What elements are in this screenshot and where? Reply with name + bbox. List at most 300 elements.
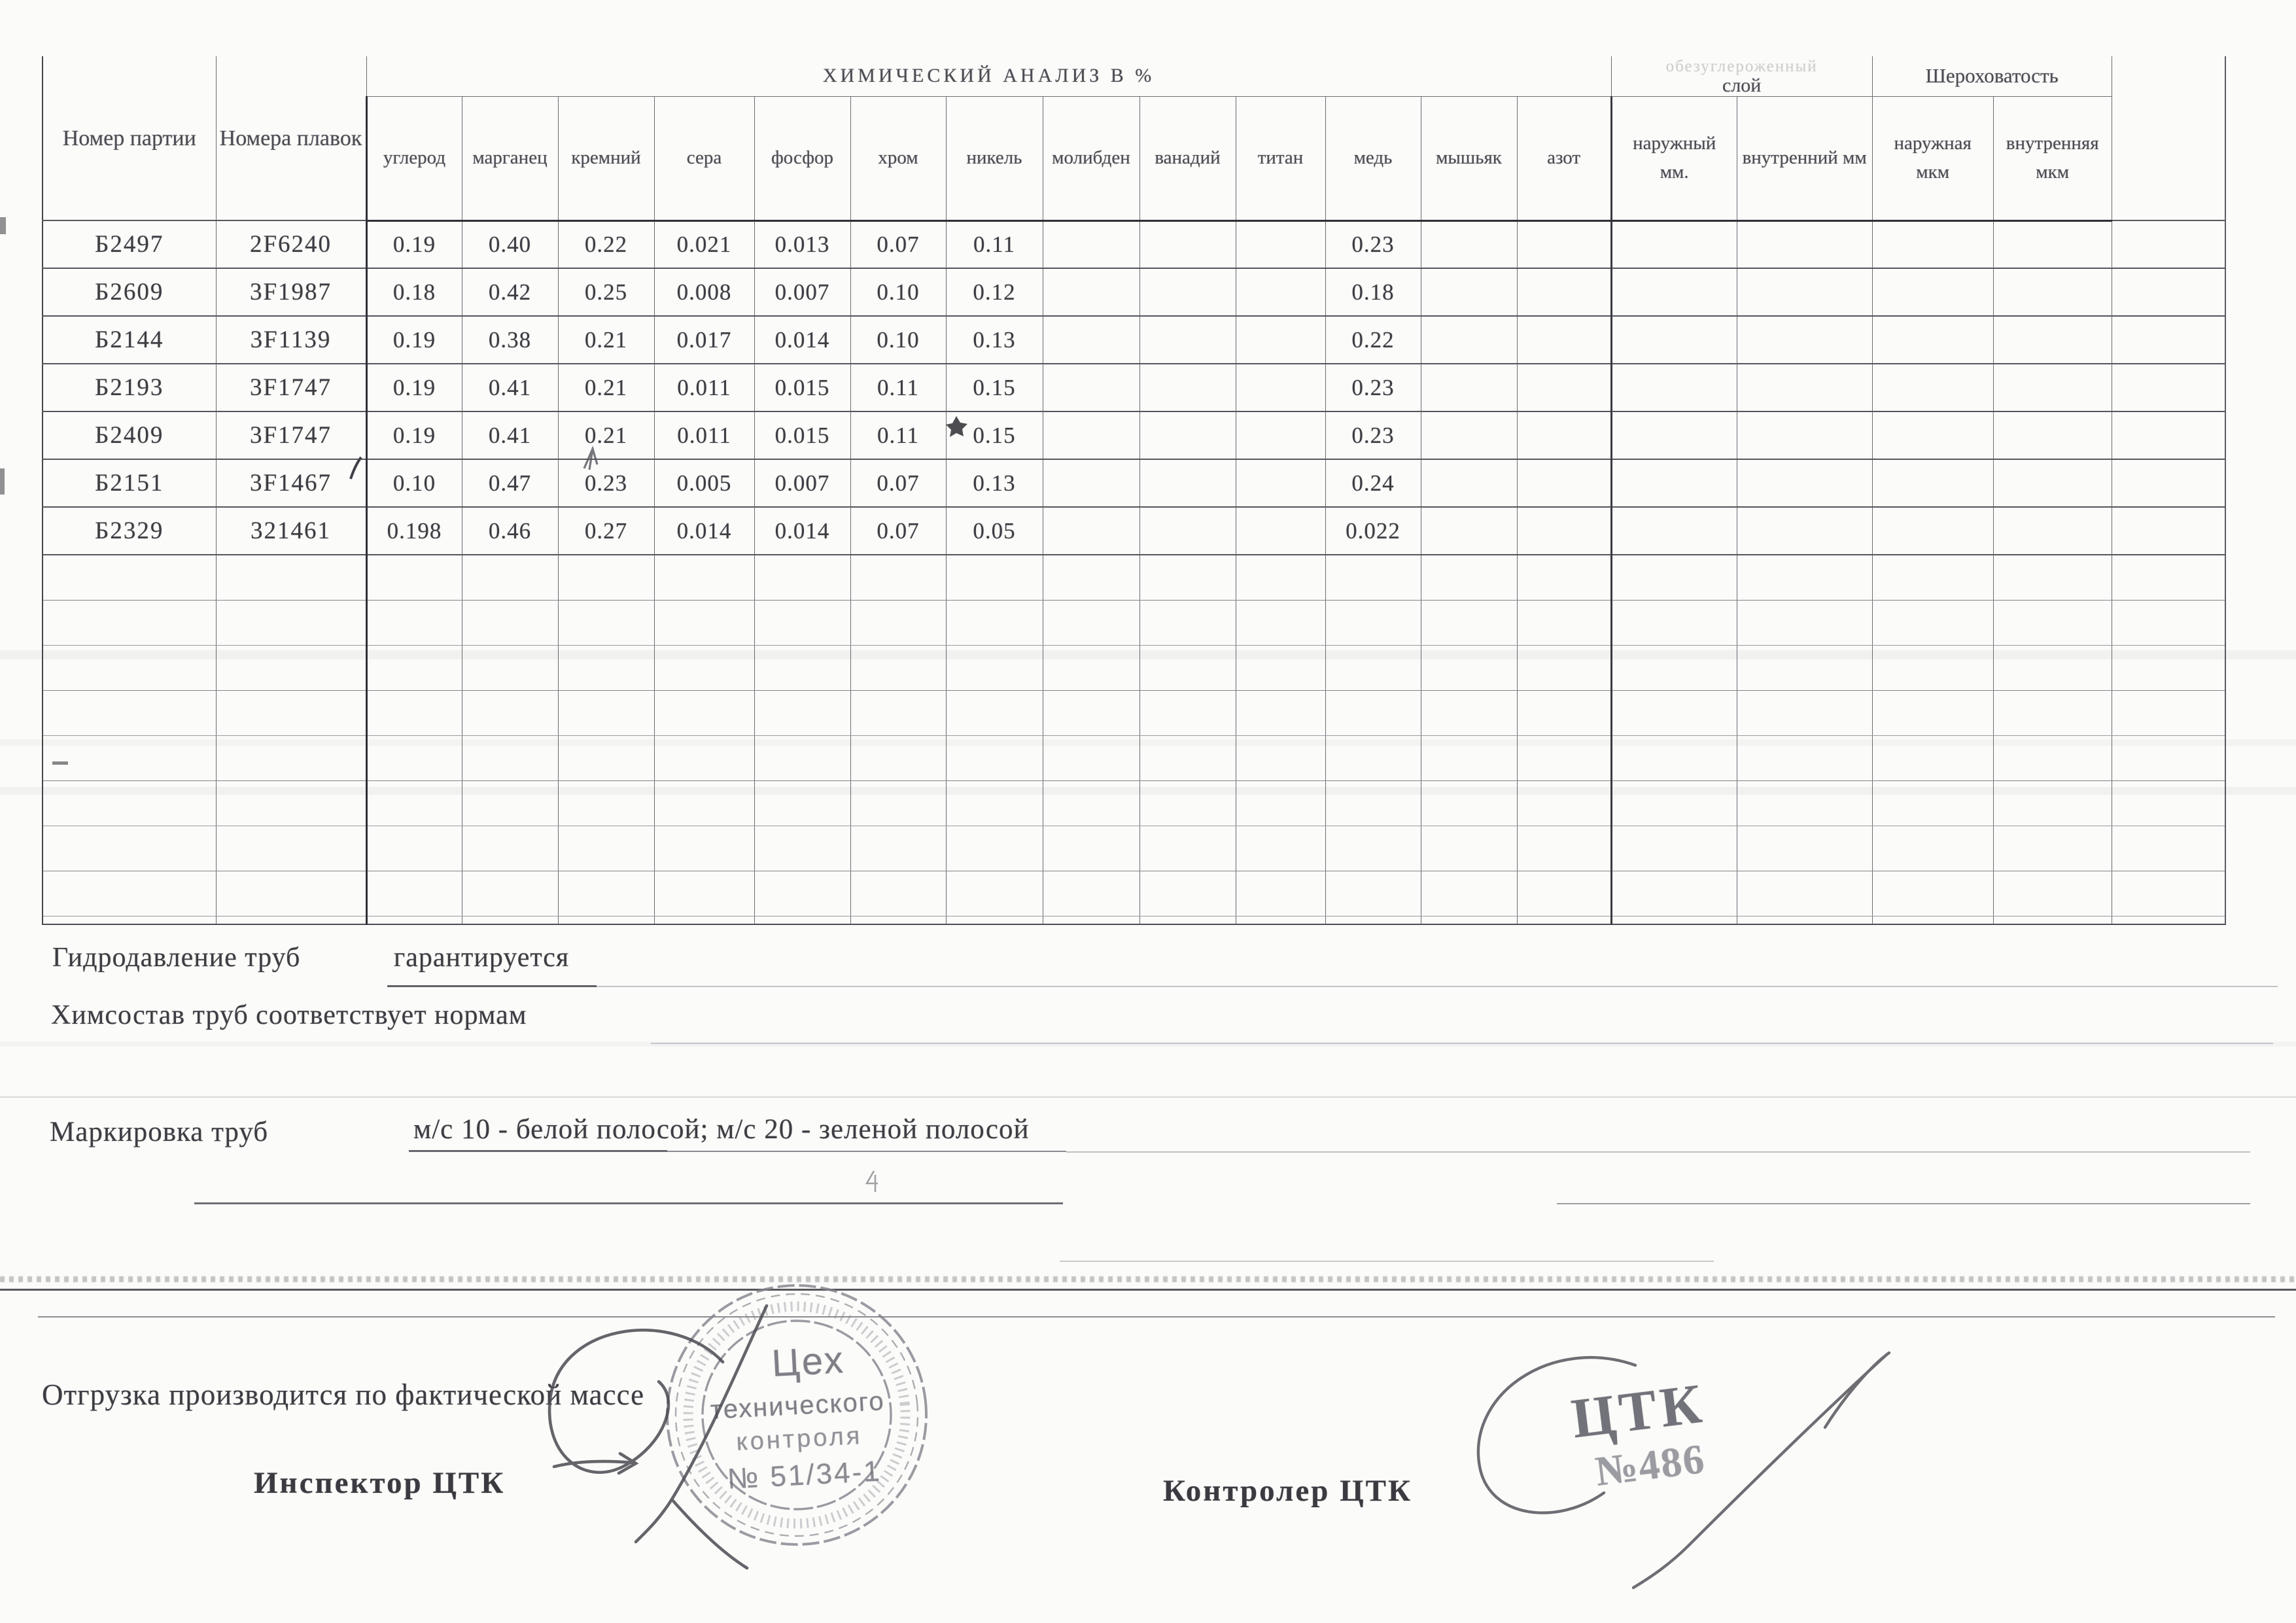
- table-cell: [1517, 871, 1611, 916]
- table-cell: 3F1747: [216, 364, 366, 411]
- table-cell: [1737, 735, 1872, 780]
- empty-table-row: [43, 645, 2225, 690]
- table-cell: 0.007: [754, 459, 850, 507]
- table-cell: [754, 690, 850, 735]
- empty-table-row: [43, 735, 2225, 780]
- underline-faint: [597, 986, 2278, 987]
- table-cell: Б2329: [43, 507, 216, 555]
- table-cell: [1325, 780, 1421, 826]
- table-cell: [1872, 826, 1993, 871]
- table-cell: [946, 555, 1043, 600]
- table-cell: [754, 871, 850, 916]
- table-cell: [1421, 507, 1517, 555]
- table-cell: 0.42: [462, 268, 558, 316]
- table-cell: [654, 645, 754, 690]
- table-cell: 0.23: [1325, 364, 1421, 411]
- table-cell: [754, 735, 850, 780]
- col-header-copper: медь: [1325, 96, 1421, 220]
- table-cell: [1325, 690, 1421, 735]
- table-cell: [558, 690, 654, 735]
- table-cell: [1872, 735, 1993, 780]
- table-cell: 0.10: [850, 268, 946, 316]
- table-cell: [1737, 316, 1872, 364]
- table-cell: [2112, 916, 2225, 924]
- table-cell: [1043, 690, 1139, 735]
- table-cell: [216, 871, 366, 916]
- table-cell: [850, 826, 946, 871]
- table-cell: [1872, 600, 1993, 645]
- group-header-layer-word: слой: [1722, 74, 1762, 96]
- table-cell: [1517, 220, 1611, 268]
- table-cell: 0.07: [850, 220, 946, 268]
- table-row: [43, 316, 2225, 364]
- table-cell: [2112, 555, 2225, 600]
- table-cell: [1872, 871, 1993, 916]
- table-cell: 0.10: [850, 316, 946, 364]
- table-cell: [1139, 735, 1236, 780]
- table-cell: [1737, 220, 1872, 268]
- table-cell: 0.07: [850, 507, 946, 555]
- table-cell: 0.27: [558, 507, 654, 555]
- table-cell: [462, 600, 558, 645]
- stamp-text-control: контроля: [735, 1422, 863, 1456]
- table-cell: [1872, 555, 1993, 600]
- table-cell: 0.008: [654, 268, 754, 316]
- table-cell: [754, 916, 850, 924]
- table-cell: [1421, 780, 1517, 826]
- table-cell: [462, 690, 558, 735]
- table-cell: [850, 690, 946, 735]
- table-cell: [1236, 916, 1325, 924]
- marking-value: м/с 10 - белой полосой; м/с 20 - зеленой полосой: [413, 1114, 1030, 1145]
- table-cell: [946, 871, 1043, 916]
- table-cell: [1043, 735, 1139, 780]
- table-cell: [1611, 871, 1737, 916]
- table-cell: [1236, 690, 1325, 735]
- table-cell: [462, 555, 558, 600]
- table-cell: [946, 916, 1043, 924]
- table-cell: [1236, 555, 1325, 600]
- table-cell: 0.40: [462, 220, 558, 268]
- table-cell: [216, 555, 366, 600]
- table-cell: 0.19: [366, 411, 462, 459]
- table-cell: [2112, 600, 2225, 645]
- table-cell: [366, 780, 462, 826]
- table-cell: [1236, 871, 1325, 916]
- table-cell: [1993, 600, 2112, 645]
- table-header: [43, 56, 2225, 220]
- table-cell: [462, 826, 558, 871]
- table-cell: 0.19: [366, 316, 462, 364]
- table-cell: [1139, 364, 1236, 411]
- table-cell: [1139, 268, 1236, 316]
- table-cell: [366, 735, 462, 780]
- chem-composition-note: Химсостав труб соответствует нормам: [51, 1000, 527, 1030]
- table-cell: [1421, 268, 1517, 316]
- table-cell: [1737, 916, 1872, 924]
- table-cell: [1611, 645, 1737, 690]
- table-cell: [2112, 871, 2225, 916]
- table-cell: [754, 555, 850, 600]
- col-header-vanadium: ванадий: [1139, 96, 1236, 220]
- col-header-nickel: никель: [946, 96, 1043, 220]
- table-cell: [1517, 780, 1611, 826]
- group-header-decarburized-layer: [1611, 56, 1872, 96]
- signature-stroke: [1478, 1357, 1635, 1512]
- table-cell: [1993, 316, 2112, 364]
- table-cell: [1517, 826, 1611, 871]
- signature-stroke: [672, 1499, 747, 1568]
- underline-faint: [1066, 1151, 2250, 1153]
- table-cell: [43, 690, 216, 735]
- table-cell: [1421, 459, 1517, 507]
- table-cell: [1993, 268, 2112, 316]
- table-cell: [1611, 600, 1737, 645]
- table-row: [43, 459, 2225, 507]
- table-cell: [1737, 507, 1872, 555]
- table-cell: [1517, 364, 1611, 411]
- empty-table-row: [43, 600, 2225, 645]
- table-cell: [1043, 364, 1139, 411]
- table-cell: 0.05: [946, 507, 1043, 555]
- table-cell: [1611, 690, 1737, 735]
- table-cell: 0.10: [366, 459, 462, 507]
- signature-stroke: [636, 1306, 767, 1542]
- table-cell: [654, 871, 754, 916]
- hydro-pressure-value: гарантируется: [394, 943, 570, 973]
- table-cell: [850, 780, 946, 826]
- col-header-batch-number: Номер партии: [43, 56, 216, 220]
- table-cell: [1325, 916, 1421, 924]
- table-cell: [1139, 507, 1236, 555]
- table-cell: 0.23: [1325, 220, 1421, 268]
- table-cell: 0.07: [850, 459, 946, 507]
- table-cell: [1611, 459, 1737, 507]
- table-cell: [850, 600, 946, 645]
- table-cell: [1611, 507, 1737, 555]
- table-cell: 0.014: [654, 507, 754, 555]
- controller-label: Контролер ЦТК: [1163, 1474, 1413, 1508]
- table-cell: [366, 826, 462, 871]
- table-cell: [654, 690, 754, 735]
- table-cell: [1737, 690, 1872, 735]
- table-cell: 3F1987: [216, 268, 366, 316]
- stamp-text-number: № 51/34-1: [726, 1455, 882, 1495]
- table-cell: [1043, 871, 1139, 916]
- rule: [38, 1316, 2275, 1318]
- col-header-titanium: титан: [1236, 96, 1325, 220]
- table-cell: [1139, 780, 1236, 826]
- rule-segment: [194, 1202, 1063, 1204]
- table-row: [43, 507, 2225, 555]
- table-cell: [1325, 735, 1421, 780]
- table-cell: [1993, 916, 2112, 924]
- table-cell: 0.24: [1325, 459, 1421, 507]
- table-cell: [1043, 916, 1139, 924]
- table-cell: [1325, 871, 1421, 916]
- table-cell: [1325, 645, 1421, 690]
- table-cell: Б2409: [43, 411, 216, 459]
- table-cell: [754, 780, 850, 826]
- col-header-molybdenum: молибден: [1043, 96, 1139, 220]
- table-row: [43, 411, 2225, 459]
- table-cell: [366, 916, 462, 924]
- underline: [387, 985, 597, 987]
- table-cell: [2112, 826, 2225, 871]
- table-cell: 0.23: [1325, 411, 1421, 459]
- rule-faint: [1060, 1261, 1714, 1262]
- table-cell: [1139, 916, 1236, 924]
- table-cell: [2112, 364, 2225, 411]
- table-cell: [1236, 459, 1325, 507]
- chemical-analysis-table: [42, 56, 2226, 925]
- table-cell: [1236, 220, 1325, 268]
- table-cell: [850, 871, 946, 916]
- col-header-blank: [2112, 56, 2225, 220]
- signature-stroke: [1633, 1354, 1887, 1588]
- table-cell: [43, 555, 216, 600]
- table-cell: 0.25: [558, 268, 654, 316]
- table-cell: [1993, 735, 2112, 780]
- table-cell: [1737, 364, 1872, 411]
- table-cell: [2112, 268, 2225, 316]
- table-cell: [1993, 459, 2112, 507]
- table-cell: [1993, 364, 2112, 411]
- table-cell: [1421, 690, 1517, 735]
- table-cell: [1517, 268, 1611, 316]
- table-cell: 0.014: [754, 316, 850, 364]
- table-cell: [43, 645, 216, 690]
- table-cell: 0.38: [462, 316, 558, 364]
- table-cell: 0.11: [850, 364, 946, 411]
- table-cell: [1236, 268, 1325, 316]
- table-cell: 0.19: [366, 364, 462, 411]
- table-cell: 3F1139: [216, 316, 366, 364]
- table-cell: [1043, 459, 1139, 507]
- table-cell: [1517, 916, 1611, 924]
- table-cell: [462, 916, 558, 924]
- table-cell: [1236, 645, 1325, 690]
- ctk-stamp-text: ЦТК: [1568, 1371, 1709, 1450]
- table-cell: 0.21: [558, 316, 654, 364]
- group-header-chemical-analysis: ХИМИЧЕСКИЙ АНАЛИЗ В %: [366, 56, 1611, 96]
- table-cell: [1611, 916, 1737, 924]
- scan-speck: [52, 761, 68, 765]
- table-cell: [850, 645, 946, 690]
- table-cell: 0.46: [462, 507, 558, 555]
- table-cell: [366, 555, 462, 600]
- stamp-inner-ring: [693, 1312, 901, 1519]
- underline: [667, 1151, 1066, 1152]
- table-cell: [366, 690, 462, 735]
- table-cell: 0.18: [1325, 268, 1421, 316]
- table-cell: 0.013: [754, 220, 850, 268]
- table-cell: [1737, 268, 1872, 316]
- table-cell: 321461: [216, 507, 366, 555]
- stamp-text-workshop: Цех: [771, 1338, 846, 1385]
- table-cell: [1737, 871, 1872, 916]
- table-cell: [1737, 780, 1872, 826]
- table-cell: [654, 555, 754, 600]
- table-cell: [558, 780, 654, 826]
- table-cell: [1872, 507, 1993, 555]
- table-cell: [558, 826, 654, 871]
- table-cell: [754, 826, 850, 871]
- table-cell: [1737, 826, 1872, 871]
- table-cell: [1737, 645, 1872, 690]
- table-cell: [43, 780, 216, 826]
- table-cell: [1421, 826, 1517, 871]
- table-cell: [1611, 364, 1737, 411]
- table-cell: [1517, 316, 1611, 364]
- table-cell: 0.22: [558, 220, 654, 268]
- table-cell: 0.021: [654, 220, 754, 268]
- table-cell: 0.21: [558, 364, 654, 411]
- stamp-outer-ring-2: [664, 1282, 930, 1548]
- table-cell: [1139, 826, 1236, 871]
- table-cell: [2112, 690, 2225, 735]
- table-cell: [1421, 871, 1517, 916]
- table-cell: [946, 826, 1043, 871]
- table-cell: [1236, 826, 1325, 871]
- table-cell: 0.47: [462, 459, 558, 507]
- col-header-outer-roughness-um: наружная мкм: [1872, 96, 1993, 220]
- table-cell: [1872, 316, 1993, 364]
- table-cell: [366, 645, 462, 690]
- table-cell: [1872, 645, 1993, 690]
- table-cell: 0.198: [366, 507, 462, 555]
- col-header-inner-roughness-um: внутренняя мкм: [1993, 96, 2112, 220]
- scan-speck: [0, 468, 5, 495]
- table-cell: [1421, 916, 1517, 924]
- table-cell: [1043, 645, 1139, 690]
- table-cell: 3F1467: [216, 459, 366, 507]
- empty-table-row: [43, 780, 2225, 826]
- col-header-nitrogen: азот: [1517, 96, 1611, 220]
- table-cell: [1737, 555, 1872, 600]
- table-cell: [216, 735, 366, 780]
- table-cell: [216, 645, 366, 690]
- table-cell: [1139, 316, 1236, 364]
- table-cell: [1421, 735, 1517, 780]
- table-cell: 0.015: [754, 364, 850, 411]
- table-cell: [1139, 220, 1236, 268]
- table-cell: [1993, 690, 2112, 735]
- table-cell: [1421, 364, 1517, 411]
- ctk-stamp-number: №486: [1593, 1435, 1708, 1495]
- table-cell: [1517, 735, 1611, 780]
- col-header-sulfur: сера: [654, 96, 754, 220]
- table-cell: [2112, 507, 2225, 555]
- table-cell: [754, 600, 850, 645]
- table-cell: [754, 645, 850, 690]
- marking-label: Маркировка труб: [50, 1117, 269, 1147]
- col-header-manganese: марганец: [462, 96, 558, 220]
- table-cell: 0.007: [754, 268, 850, 316]
- table-cell: [1236, 364, 1325, 411]
- table-cell: [1043, 268, 1139, 316]
- table-cell: 0.41: [462, 411, 558, 459]
- table-cell: [1043, 507, 1139, 555]
- table-cell: [1236, 780, 1325, 826]
- table-cell: [654, 735, 754, 780]
- table-cell: [1043, 780, 1139, 826]
- table-cell: [1236, 600, 1325, 645]
- table-cell: [1872, 268, 1993, 316]
- table-cell: [1872, 411, 1993, 459]
- table-cell: [2112, 220, 2225, 268]
- table-cell: [1611, 316, 1737, 364]
- table-cell: 0.41: [462, 364, 558, 411]
- col-header-inner-layer-mm: внутренний мм: [1737, 96, 1872, 220]
- table-cell: 2F6240: [216, 220, 366, 268]
- table-cell: [1737, 411, 1872, 459]
- table-cell: [558, 916, 654, 924]
- table-cell: [1421, 555, 1517, 600]
- table-cell: [1993, 411, 2112, 459]
- table-cell: 0.13: [946, 459, 1043, 507]
- table-cell: [1872, 916, 1993, 924]
- group-header-roughness: Шероховатость: [1872, 56, 2112, 96]
- col-header-melt-numbers: Номера плавок: [216, 56, 366, 220]
- table-cell: [850, 916, 946, 924]
- table-cell: [1993, 780, 2112, 826]
- table-cell: [1993, 507, 2112, 555]
- rule-faint: [0, 1096, 2296, 1098]
- table-cell: [946, 735, 1043, 780]
- table-cell: [462, 735, 558, 780]
- table-cell: [2112, 780, 2225, 826]
- table-cell: [1043, 600, 1139, 645]
- table-cell: [1993, 826, 2112, 871]
- underline: [409, 1150, 667, 1152]
- table-cell: [1325, 826, 1421, 871]
- table-cell: Б2144: [43, 316, 216, 364]
- table-cell: 0.015: [754, 411, 850, 459]
- table-cell: [2112, 411, 2225, 459]
- table-cell: 0.017: [654, 316, 754, 364]
- table-cell: [1993, 555, 2112, 600]
- table-cell: [1139, 459, 1236, 507]
- scan-noise-band: [0, 1276, 2296, 1282]
- table-cell: [1236, 411, 1325, 459]
- table-cell: [366, 871, 462, 916]
- table-cell: [1043, 826, 1139, 871]
- table-cell: 0.22: [1325, 316, 1421, 364]
- table-cell: [43, 735, 216, 780]
- shipping-note: Отгрузка производится по фактической массе: [42, 1378, 645, 1411]
- table-cell: 0.12: [946, 268, 1043, 316]
- table-cell: [462, 780, 558, 826]
- stamp-outer-ring: [654, 1272, 939, 1557]
- table-body: [43, 220, 2225, 924]
- table-cell: [654, 600, 754, 645]
- table-cell: [654, 916, 754, 924]
- signature-stroke: [1825, 1353, 1889, 1427]
- table-cell: [654, 780, 754, 826]
- table-cell: [1236, 735, 1325, 780]
- scan-streak: [0, 1041, 2296, 1047]
- round-stamp: [523, 1269, 1020, 1596]
- table-cell: Б2609: [43, 268, 216, 316]
- table-cell: [2112, 459, 2225, 507]
- empty-table-row: [43, 690, 2225, 735]
- table-cell: [1421, 645, 1517, 690]
- table-cell: [2112, 735, 2225, 780]
- table-cell: [216, 916, 366, 924]
- table-cell: [1737, 459, 1872, 507]
- signature-stroke: [554, 1454, 636, 1473]
